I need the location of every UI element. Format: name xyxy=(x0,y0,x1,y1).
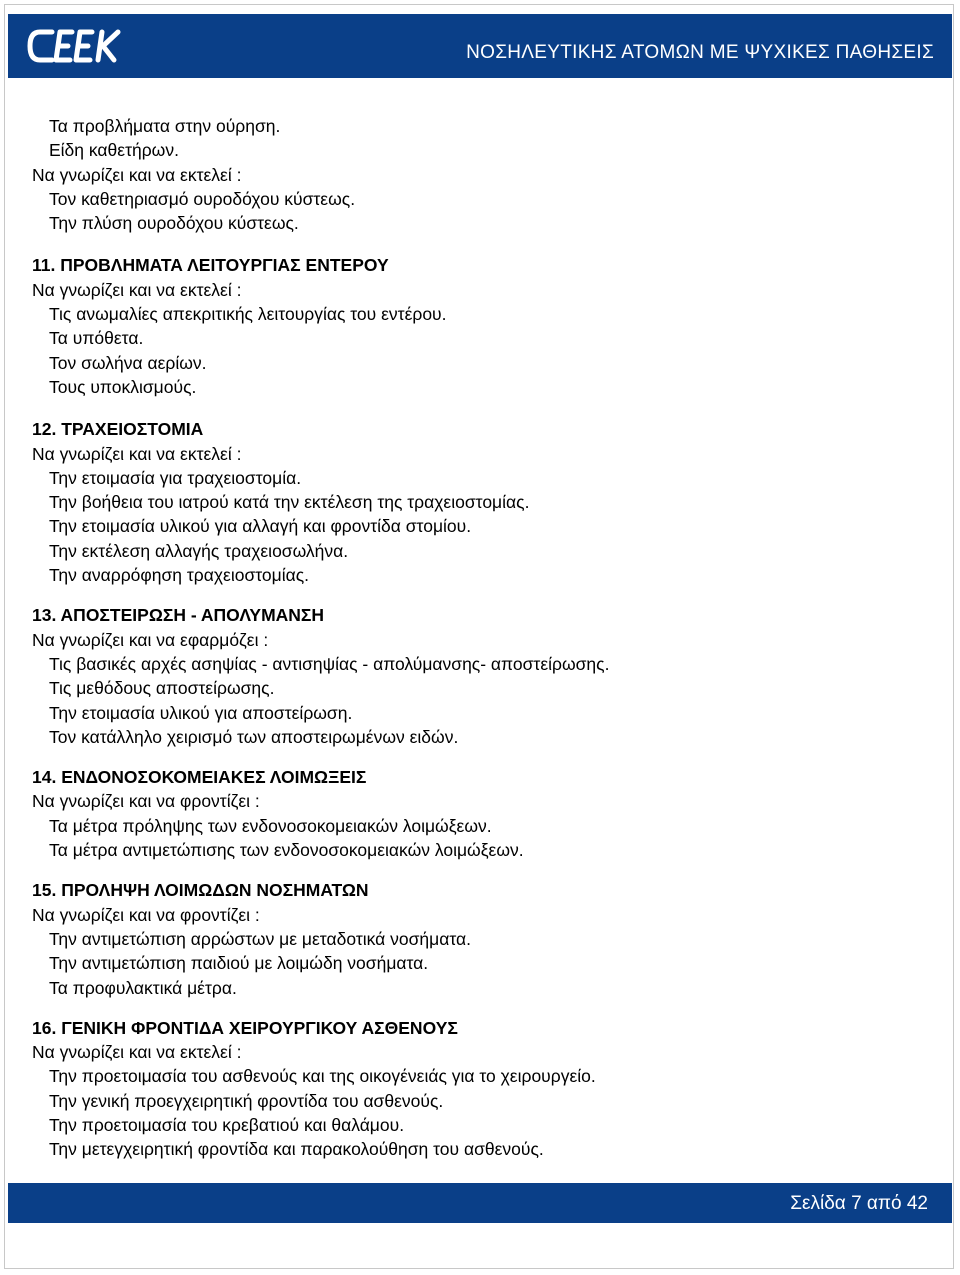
list-item: Την αναρρόφηση τραχειοστομίας. xyxy=(49,565,310,586)
footer-bar xyxy=(8,1183,952,1223)
list-item: Τα μέτρα αντιμετώπισης των ενδονοσοκομειακών λοιμώξεων. xyxy=(49,840,524,861)
list-item: Τον κατάλληλο χειρισμό των αποστειρωμένων ειδών. xyxy=(49,726,459,747)
instruction-text: Να γνωρίζει και να εκτελεί : xyxy=(32,279,242,300)
section-heading: 13. ΑΠΟΣΤΕΙΡΩΣΗ - ΑΠΟΛΥΜΑΝΣΗ xyxy=(32,605,325,626)
list-item: Την ετοιμασία υλικού για αποστείρωση. xyxy=(49,702,353,723)
list-item: Τα προβλήματα στην ούρηση. xyxy=(49,116,281,136)
list-item: Είδη καθετήρων. xyxy=(49,140,179,161)
section xyxy=(32,765,912,862)
list-item: Τα μέτρα πρόληψης των ενδονοσοκομειακών λοιμώξεων. xyxy=(49,815,492,836)
instruction-text: Να γνωρίζει και να εκτελεί : xyxy=(32,443,242,464)
list-item: Τις ανωμαλίες απεκριτικής λειτουργίας του εντέρου. xyxy=(49,304,447,325)
ceek-logo-icon xyxy=(26,22,122,70)
list-item: Την εκτέλεση αλλαγής τραχειοσωλήνα. xyxy=(49,540,349,561)
list-item: Την βοήθεια του ιατρού κατά την εκτέλεση της τραχειοστομίας. xyxy=(49,492,530,513)
section xyxy=(32,878,912,999)
sections-list xyxy=(32,253,912,1161)
section xyxy=(32,1016,912,1162)
section-heading: 14. ΕΝΔΟΝΟΣΟΚΟΜΕΙΑΚΕΣ ΛΟΙΜΩΞΕΙΣ xyxy=(32,767,367,788)
page-number: Σελίδα 7 από 42 xyxy=(790,1193,928,1214)
instruction-text: Να γνωρίζει και να εκτελεί : xyxy=(32,1042,242,1063)
section xyxy=(32,603,912,749)
section-heading: 15. ΠΡΟΛΗΨΗ ΛΟΙΜΩΔΩΝ ΝΟΣΗΜΑΤΩΝ xyxy=(32,880,369,901)
instruction-text: Να γνωρίζει και να εφαρμόζει : xyxy=(32,629,269,650)
list-item: Τον καθετηριασμό ουροδόχου κύστεως. xyxy=(49,188,356,209)
section xyxy=(32,253,912,399)
section-heading: 12. ΤΡΑΧΕΙΟΣΤΟΜΙΑ xyxy=(32,419,204,440)
section-heading: 11. ΠΡΟΒΛΗΜΑΤΑ ΛΕΙΤΟΥΡΓΙΑΣ ΕΝΤΕΡΟΥ xyxy=(32,255,389,276)
list-item: Τον σωλήνα αερίων. xyxy=(49,352,207,373)
list-item: Τις μεθόδους αποστείρωσης. xyxy=(49,678,275,699)
list-item: Την γενική προεγχειρητική φροντίδα του ασθενούς. xyxy=(49,1090,444,1111)
list-item: Την προετοιμασία του κρεβατιού και θαλάμου. xyxy=(49,1114,405,1135)
list-item: Την προετοιμασία του ασθενούς και της οικογένειάς για το χειρουργείο. xyxy=(49,1066,596,1087)
instruction-text: Να γνωρίζει και να φροντίζει : xyxy=(32,904,260,925)
instruction-text: Να γνωρίζει και να εκτελεί : xyxy=(32,164,242,185)
header-title: ΝΟΣΗΛΕΥΤΙΚΗΣ ΑΤΟΜΩΝ ΜΕ ΨΥΧΙΚΕΣ ΠΑΘΗΣΕΙΣ xyxy=(466,42,934,63)
instruction-text: Να γνωρίζει και να φροντίζει : xyxy=(32,791,260,812)
list-item: Την πλύση ουροδόχου κύστεως. xyxy=(49,213,299,234)
list-item: Τα προφυλακτικά μέτρα. xyxy=(49,977,237,998)
section-heading: 16. ΓΕΝΙΚΗ ΦΡΟΝΤΙΔΑ ΧΕΙΡΟΥΡΓΙΚΟΥ ΑΣΘΕΝΟΥΣ xyxy=(32,1017,458,1038)
list-item: Τα υπόθετα. xyxy=(49,328,144,349)
list-item: Την αντιμετώπιση αρρώστων με μεταδοτικά νοσήματα. xyxy=(49,928,471,949)
list-item: Την ετοιμασία για τραχειοστομία. xyxy=(49,467,302,488)
list-item: Την ετοιμασία υλικού για αλλαγή και φροντίδα στομίου. xyxy=(49,516,472,537)
section xyxy=(32,417,912,587)
list-item: Τις βασικές αρχές ασηψίας - αντισηψίας - απολύμανσης- αποστείρωσης. xyxy=(49,653,610,674)
document-body xyxy=(32,114,912,1178)
header-bar xyxy=(8,14,952,78)
list-item: Την μετεγχειρητική φροντίδα και παρακολούθηση του ασθενούς. xyxy=(49,1139,544,1160)
intro-block xyxy=(32,114,912,235)
list-item: Την αντιμετώπιση παιδιού με λοιμώδη νοσήματα. xyxy=(49,953,429,974)
list-item: Τους υποκλισμούς. xyxy=(49,376,197,397)
